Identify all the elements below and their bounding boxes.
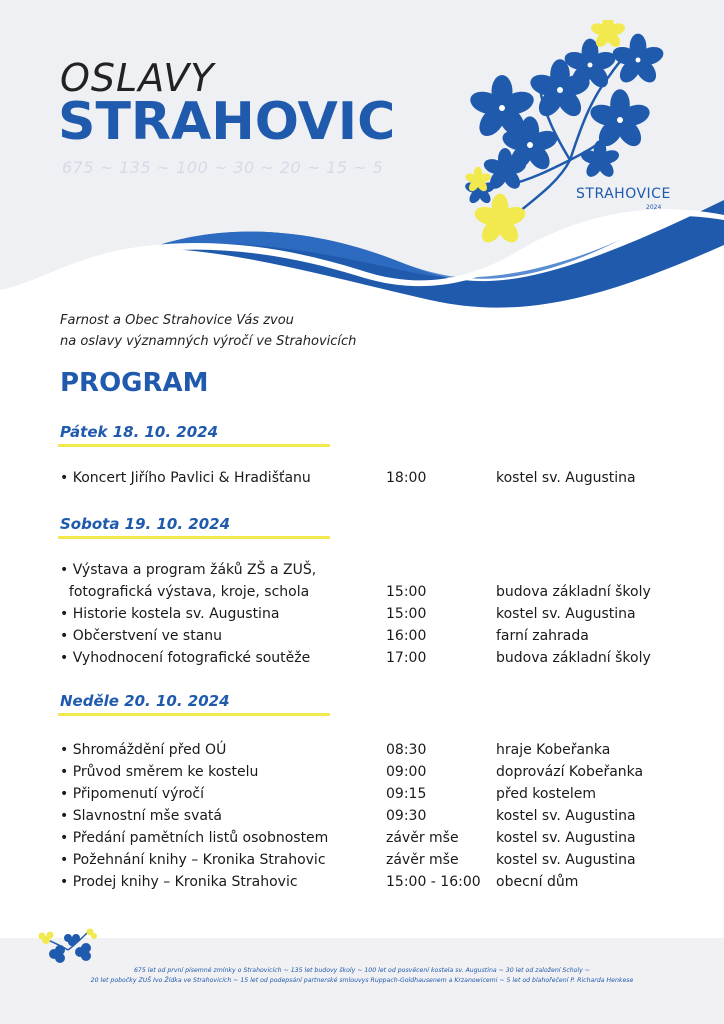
- event-name: • Výstava a program žáků ZŠ a ZUŠ,: [60, 562, 317, 578]
- list-item: [60, 647, 680, 669]
- day-heading-friday: Pátek 18. 10. 2024: [60, 423, 219, 441]
- event-place: budova základní školy: [496, 584, 651, 600]
- list-item: [60, 739, 680, 761]
- event-place: kostel sv. Augustina: [496, 470, 636, 486]
- anniversary-numbers: 675 ~ 135 ~ 100 ~ 30 ~ 20 ~ 15 ~ 5: [62, 158, 384, 177]
- list-item: [60, 603, 680, 625]
- event-name: • Občerstvení ve stanu: [60, 628, 223, 644]
- event-time: 15:00 - 16:00: [386, 874, 481, 890]
- event-place: kostel sv. Augustina: [496, 808, 636, 824]
- event-place: farní zahrada: [496, 628, 589, 644]
- title-oslavy: OSLAVY: [60, 56, 215, 100]
- footer-line-2: 20 let pobočky ZUŠ Ivo Žídka ve Strahovicích ~ 15 let od podepsání partnerské smlouvys Ruppach-Goldhausenem a Krzanowicemi ~ 5 let od blahořečení P. Richarda Henkese: [90, 977, 634, 984]
- event-name: • Historie kostela sv. Augustina: [60, 606, 280, 622]
- event-time: 08:30: [386, 742, 427, 758]
- list-item: [60, 559, 680, 581]
- list-item: [60, 625, 680, 647]
- program-heading: PROGRAM: [60, 368, 209, 398]
- day-heading-saturday: Sobota 19. 10. 2024: [60, 515, 231, 533]
- intro-line-2: na oslavy významných výročí ve Strahovicích: [60, 334, 357, 349]
- event-name: • Průvod směrem ke kostelu: [60, 764, 259, 780]
- intro-line-1: Farnost a Obec Strahovice Vás zvou: [60, 313, 294, 328]
- event-name: • Prodej knihy – Kronika Strahovic: [60, 874, 298, 890]
- event-time: 15:00: [386, 584, 427, 600]
- event-name: • Požehnání knihy – Kronika Strahovic: [60, 852, 326, 868]
- event-place: obecní dům: [496, 874, 579, 890]
- small-flower-icon: [38, 920, 98, 966]
- event-name: • Slavnostní mše svatá: [60, 808, 223, 824]
- event-place: kostel sv. Augustina: [496, 852, 636, 868]
- event-name: • Připomenutí výročí: [60, 786, 204, 802]
- list-item: [60, 827, 680, 849]
- logo-year: 2024: [646, 204, 662, 211]
- event-name: • Předání pamětních listů osobnostem: [60, 830, 329, 846]
- event-place: budova základní školy: [496, 650, 651, 666]
- list-item: [60, 761, 680, 783]
- event-name: • Koncert Jiřího Pavlici & Hradišťanu: [60, 470, 311, 486]
- event-place: kostel sv. Augustina: [496, 606, 636, 622]
- day-underline: [58, 444, 330, 447]
- list-item: [60, 783, 680, 805]
- logo-text: STRAHOVICE: [576, 186, 671, 202]
- event-time: závěr mše: [386, 852, 459, 868]
- event-place: před kostelem: [496, 786, 596, 802]
- footer-line-1: 675 let od první písemné zmínky o Strahovicích ~ 135 let budovy školy ~ 100 let od posvěcení kostela sv. Augustina ~ 30 let od založení Scholy ~: [133, 967, 590, 974]
- intro-text: [60, 310, 356, 352]
- list-item: [60, 581, 680, 603]
- event-time: 18:00: [386, 470, 427, 486]
- event-name: • Shromáždění před OÚ: [60, 742, 227, 758]
- list-item: [60, 467, 680, 489]
- day-underline: [58, 713, 330, 716]
- event-place: doprovází Kobeřanka: [496, 764, 644, 780]
- footer-text: [10, 966, 714, 986]
- list-item: [60, 805, 680, 827]
- event-time: závěr mše: [386, 830, 459, 846]
- day-underline: [58, 536, 330, 539]
- list-item: [60, 871, 680, 893]
- event-place: hraje Kobeřanka: [496, 742, 611, 758]
- day-heading-sunday: Neděle 20. 10. 2024: [60, 692, 230, 710]
- title-strahovic: STRAHOVIC: [58, 92, 396, 152]
- event-time: 09:30: [386, 808, 427, 824]
- event-time: 09:15: [386, 786, 427, 802]
- event-time: 16:00: [386, 628, 427, 644]
- flower-logo-icon: [460, 20, 690, 252]
- event-time: 15:00: [386, 606, 427, 622]
- event-name: fotografická výstava, kroje, schola: [60, 584, 310, 600]
- event-time: 09:00: [386, 764, 427, 780]
- event-name: • Vyhodnocení fotografické soutěže: [60, 650, 311, 666]
- list-item: [60, 849, 680, 871]
- event-place: kostel sv. Augustina: [496, 830, 636, 846]
- event-time: 17:00: [386, 650, 427, 666]
